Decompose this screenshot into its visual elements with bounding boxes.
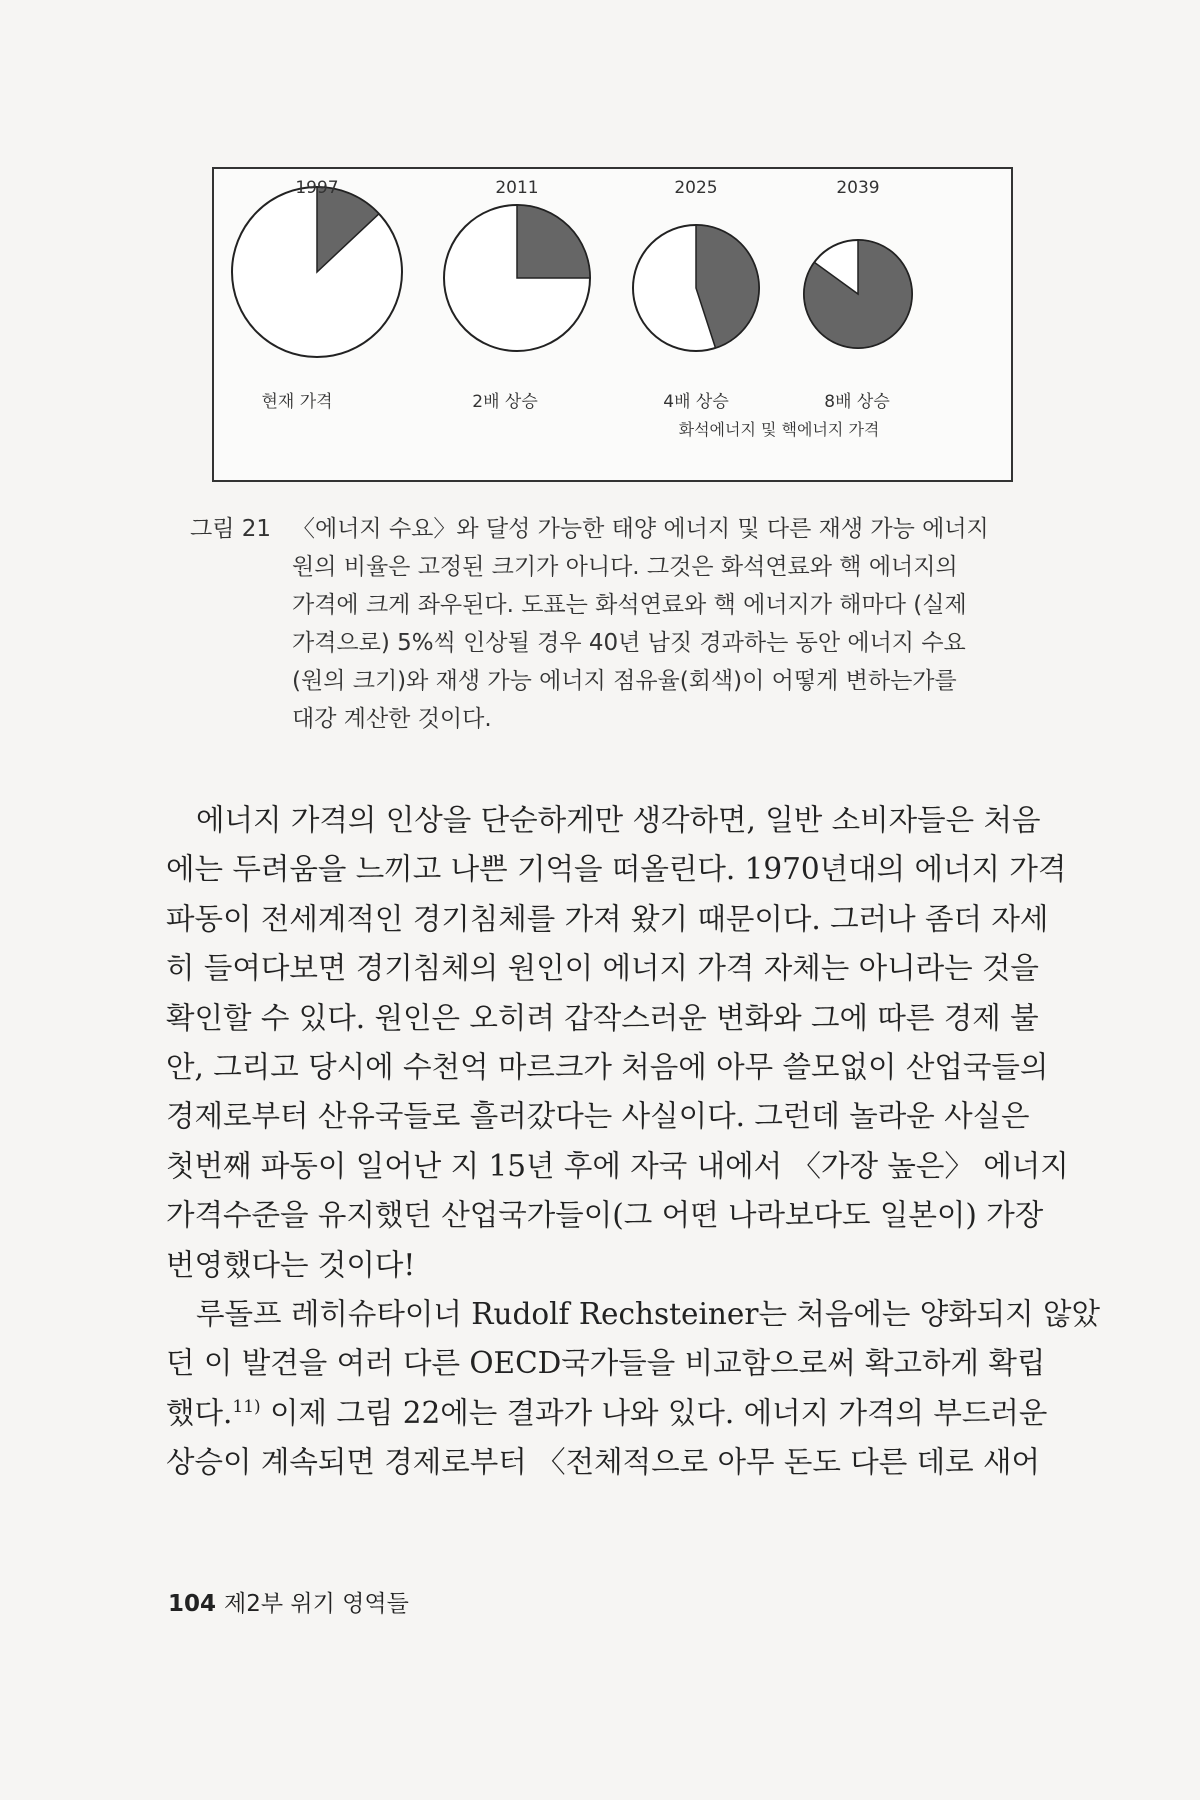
pie-label: 현재 가격	[261, 392, 333, 412]
year-label: 2039	[836, 178, 880, 198]
caption-line: 대강 계산한 것이다.	[292, 706, 492, 732]
figure-21-chart	[212, 167, 1013, 482]
year-label: 2011	[495, 178, 539, 198]
paragraph-line: 루돌프 레히슈타이너 Rudolf Rechsteiner는 처음에는 양화되지 않았	[196, 1297, 1101, 1332]
body-text	[166, 796, 1101, 1488]
paragraph-line: 파동이 전세계적인 경기침체를 가져 왔기 때문이다. 그러나 좀더 자세	[166, 901, 1049, 936]
pie-label: 4배 상승	[663, 392, 729, 412]
caption-line: 가격에 크게 좌우된다. 도표는 화석연료와 핵 에너지가 해마다 (실제	[292, 592, 967, 618]
chart-note: 화석에너지 및 핵에너지 가격	[678, 420, 880, 439]
paragraph-fragment: 이제 그림 22에는 결과가 나와 있다. 에너지 가격의 부드러운	[260, 1395, 1048, 1430]
caption-number: 그림 21	[190, 516, 272, 542]
year-label: 2025	[674, 178, 718, 198]
paragraph-line: 가격수준을 유지했던 산업국가들이(그 어떤 나라보다도 일본이) 가장	[166, 1198, 1044, 1233]
year-label: 1997	[295, 178, 339, 198]
caption-line: 〈에너지 수요〉와 달성 가능한 태양 에너지 및 다른 재생 가능 에너지	[292, 516, 989, 542]
caption-line: 가격으로) 5%씩 인상될 경우 40년 남짓 경과하는 동안 에너지 수요	[292, 630, 966, 656]
caption-line: 원의 비율은 고정된 크기가 아니다. 그것은 화석연료와 핵 에너지의	[292, 554, 958, 580]
paragraph-line: 상승이 계속되면 경제로부터 〈전체적으로 아무 돈도 다른 데로 새어	[166, 1445, 1040, 1480]
paragraph-line: 경제로부터 산유국들로 흘러갔다는 사실이다. 그런데 놀라운 사실은	[166, 1099, 1030, 1134]
pie-label: 8배 상승	[824, 392, 890, 412]
paragraph-line: 첫번째 파동이 일어난 지 15년 후에 자국 내에서 〈가장 높은〉 에너지	[166, 1148, 1069, 1183]
footnote-ref: 11)	[232, 1397, 261, 1418]
paragraph-line: 던 이 발견을 여러 다른 OECD국가들을 비교함으로써 확고하게 확립	[166, 1346, 1046, 1381]
paragraph-line: 번영했다는 것이다!	[166, 1247, 416, 1282]
paragraph-line: 히 들여다보면 경기침체의 원인이 에너지 가격 자체는 아니라는 것을	[166, 951, 1039, 986]
paragraph-line: 확인할 수 있다. 원인은 오히려 갑작스러운 변화와 그에 따른 경제 불	[166, 1000, 1039, 1035]
pie-label: 2배 상승	[472, 392, 538, 412]
figure-caption	[190, 510, 1070, 738]
page-footer	[168, 1585, 409, 1618]
page-number: 104	[168, 1591, 217, 1617]
pie-slice-renewable-2011	[517, 205, 590, 278]
section-title: 제2부 위기 영역들	[224, 1591, 409, 1617]
paragraph-line: 안, 그리고 당시에 수천억 마르크가 처음에 아무 쓸모없이 산업국들의	[166, 1050, 1049, 1085]
paragraph-line: 에는 두려움을 느끼고 나쁜 기억을 떠올린다. 1970년대의 에너지 가격	[166, 852, 1067, 887]
pie-chart-svg	[214, 169, 1015, 484]
paragraph-fragment: 했다.	[166, 1395, 233, 1430]
caption-line: (원의 크기)와 재생 가능 에너지 점유율(회색)이 어떻게 변하는가를	[292, 668, 957, 694]
paragraph-line	[166, 1389, 1072, 1438]
paragraph-line: 에너지 가격의 인상을 단순하게만 생각하면, 일반 소비자들은 처음	[196, 803, 1041, 837]
